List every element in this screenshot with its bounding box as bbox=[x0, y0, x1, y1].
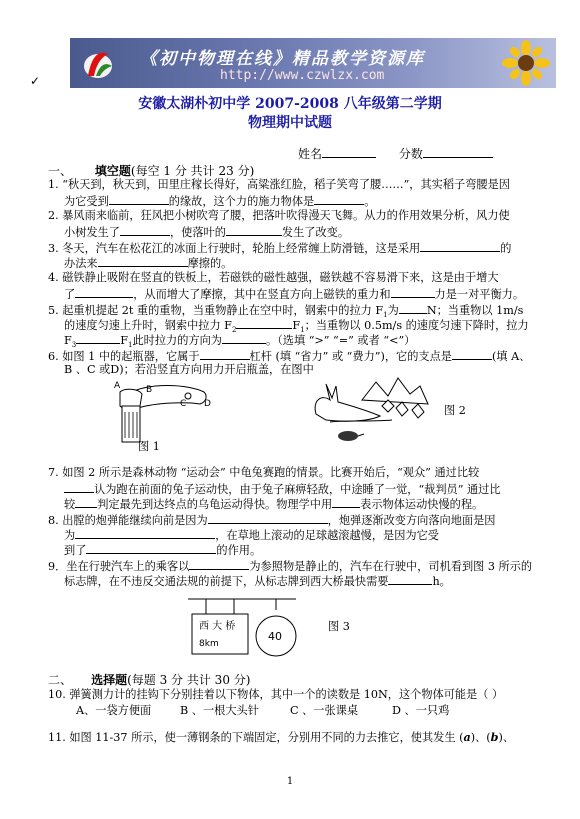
header-banner bbox=[70, 38, 556, 88]
fig1-label-c: C bbox=[180, 399, 187, 409]
q6-line2: B 、C 或D)；若沿竖直方向用力开启瓶盖，在图中 bbox=[64, 363, 314, 376]
q10-option-b[interactable]: B 、一根大头针 bbox=[180, 704, 259, 717]
figure-3-caption: 图 3 bbox=[328, 620, 350, 633]
q5-line1: 5. 起重机提起 2t 重的重物，当重物静止在空中时，钢索中的拉力 $F_1$为 N；当重物以 1m/s bbox=[48, 304, 524, 320]
q3-line2: 办法来 摩擦的。 bbox=[64, 257, 233, 270]
q4-line2: 了 ，从而增大了摩擦，其中在竖直方向上磁铁的重力和 力是一对平衡力。 bbox=[64, 288, 525, 301]
q7-line1: 7. 如图 2 所示是森林动物 “运动会” 中龟兔赛跑的情景。比赛开始后，“观众” 通过比较 bbox=[48, 466, 480, 479]
q9-line1: 9．坐在行驶汽车上的乘客以 为参照物是静止的，汽车在行驶中，司机看到图 3 所示的 bbox=[48, 560, 533, 573]
banner-url: http://www.czwlzx.com bbox=[220, 68, 385, 83]
sunflower-icon bbox=[502, 40, 550, 86]
fig1-label-a: A bbox=[114, 381, 121, 391]
fig1-label-b: B bbox=[146, 385, 153, 395]
page-number: 1 bbox=[286, 776, 294, 787]
q7-line2: 认为跑在前面的兔子运动快，由于兔子麻痹轻敌，中途睡了一觉，“裁判员” 通过比 bbox=[64, 481, 501, 497]
sign-name: 西 大 桥 bbox=[199, 621, 236, 632]
section-2-heading: 二、 选择题(每题 3 分 共计 30 分) bbox=[48, 673, 251, 687]
q1-line1: 1. “秋天到，秋天到，田里庄稼长得好，高粱涨红脸，稻子笑弯了腰……”，其实稻子弯腰是因 bbox=[48, 178, 510, 191]
checkmark-icon: ✓ bbox=[30, 74, 41, 88]
figure-1-bottle-opener bbox=[108, 372, 218, 444]
figure-2-rabbit-tortoise bbox=[302, 370, 432, 446]
q11-line1: 11. 如图 11-37 所示，使一薄钢条的下端固定，分别用不同的力去推它，使其发生 (a)、(b)、 bbox=[48, 730, 515, 744]
q10-option-c[interactable]: C 、一张课桌 bbox=[290, 704, 359, 717]
q2-line2: 小树发生了 ，使落叶的 发生了改变。 bbox=[64, 226, 350, 239]
name-field[interactable] bbox=[298, 146, 493, 161]
speed-limit: 40 bbox=[268, 630, 282, 643]
exam-subtitle: 物理期中试题 bbox=[248, 115, 332, 131]
score-label: 分数 bbox=[398, 147, 423, 161]
q10-option-d[interactable]: D 、一只鸡 bbox=[392, 704, 450, 717]
q7-line3: 较 判定最先到达终点的乌龟运动得快。物理学中用 表示物体运动快慢的程。 bbox=[64, 498, 484, 511]
figure-3-road-sign bbox=[186, 596, 302, 658]
name-label: 姓名 bbox=[298, 147, 323, 161]
sign-distance: 8km bbox=[199, 639, 219, 649]
figure-2-caption: 图 2 bbox=[444, 404, 466, 417]
q8-line3: 到了 的作用。 bbox=[64, 544, 262, 557]
q3-line1: 3. 冬天，汽车在松花江的冰面上行驶时，轮胎上经常缠上防滑链，这是采用 的 bbox=[48, 242, 512, 255]
fig1-label-d: D bbox=[204, 399, 211, 409]
q4-line1: 4. 磁铁静止吸附在竖直的铁板上，若磁铁的磁性越强，磁铁越不容易滑下来，这是由于增大 bbox=[48, 271, 499, 284]
q9-line2: 标志牌，在不违反交通法规的前提下，从标志牌到西大桥最快需要 h。 bbox=[64, 575, 451, 588]
logo-icon bbox=[78, 44, 118, 84]
q5-line2: 的速度匀速上升时，钢索中拉力 $F_2$ $F_1$；当重物以 0.5m/s 的速度匀速下降时，拉力 bbox=[64, 319, 529, 335]
q1-line2: 为它受到 的缘故，这个力的施力物体是 。 bbox=[64, 195, 376, 208]
banner-title: 《初中物理在线》精品教学资源库 bbox=[140, 49, 425, 69]
section-1-heading: 一、 填空题(每空 1 分 共计 23 分) bbox=[48, 164, 255, 178]
q5-line3: $F_3$ $F_1$此时拉力的方向为 。（选填 “>” “=” 或者 “<”） bbox=[64, 334, 416, 350]
q10-option-a[interactable]: A、一袋方便面 bbox=[76, 704, 152, 717]
q2-line1: 2. 暴风雨来临前，狂风把小树吹弯了腰，把落叶吹得漫天飞舞。从力的作用效果分析，风力使 bbox=[48, 209, 510, 222]
q6-line1: 6. 如图 1 中的起瓶器，它属于 杠杆 (填 “省力” 或 “费力”)，它的支点是 (填 A、 bbox=[48, 350, 531, 363]
exam-title: 安徽太湖朴初中学 2007-2008 八年级第二学期 bbox=[138, 96, 442, 112]
q8-line1: 8. 出膛的炮弹能继续向前是因为 ，炮弹逐渐改变方向落向地面是因 bbox=[48, 514, 496, 527]
figure-1-caption: 图 1 bbox=[138, 440, 160, 453]
q10-line1: 10. 弹簧测力计的挂钩下分别挂着以下物体，其中一个的读数是 10N，这个物体可能是（ ） bbox=[48, 688, 504, 701]
q8-line2: 为 ，在草地上滚动的足球越滚越慢，是因为它受 bbox=[64, 529, 439, 542]
